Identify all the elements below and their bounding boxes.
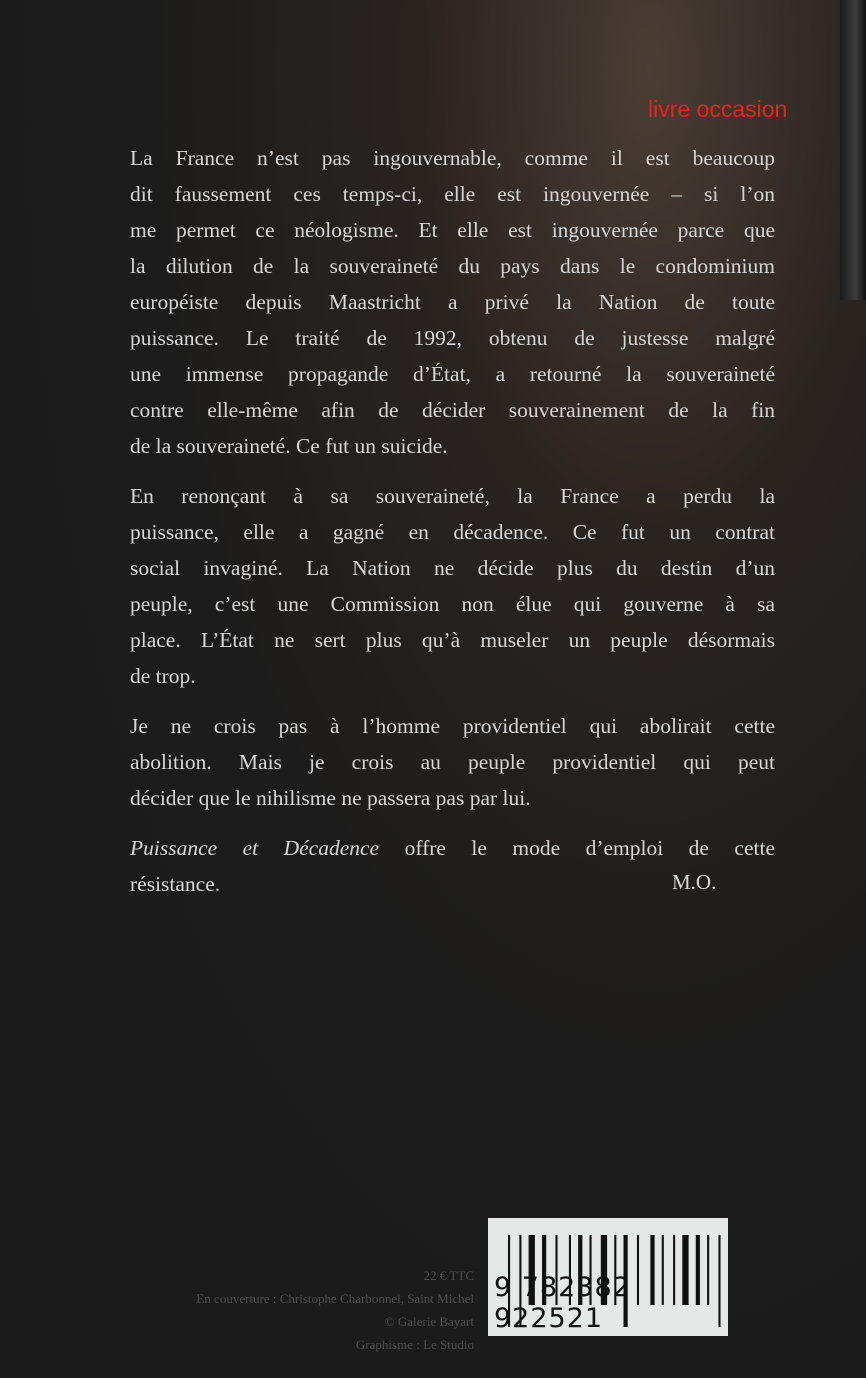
credit-line: © Galerie Bayart [384, 1314, 474, 1329]
text-line: Puissance et Décadence offre le mode d’emploi de cette [130, 836, 776, 860]
text-line: La France n’est pas ingouvernable, comme il est beaucoup [130, 146, 775, 170]
text-line: Je ne crois pas à l’homme providentiel qui abolirait cette [130, 714, 775, 738]
text-line: puissance, elle a gagné en décadence. Ce fut un contrat [130, 520, 775, 544]
cover-credits [196, 1264, 474, 1356]
text-line: de trop. [130, 664, 196, 688]
paragraph [130, 478, 775, 694]
author-signature: M.O. [672, 870, 717, 894]
isbn-barcode [488, 1218, 728, 1336]
used-book-label: livre occasion [648, 96, 788, 122]
text-line: me permet ce néologisme. Et elle est ingouvernée parce que [130, 218, 775, 242]
text-line: de la souveraineté. Ce fut un suicide. [130, 434, 448, 458]
text-line: la dilution de la souveraineté du pays dans le condominium [130, 254, 775, 278]
text-line: une immense propagande d’État, a retourné la souveraineté [130, 362, 775, 386]
book-edge-shadow [840, 0, 866, 300]
credit-line: En couverture : Christophe Charbonnel, Saint Michel [196, 1291, 474, 1306]
text-line: place. L’État ne sert plus qu’à museler un peuple désormais [130, 628, 775, 652]
text-line: décider que le nihilisme ne passera pas par lui. [130, 786, 531, 810]
credit-line: 22 € TTC [423, 1268, 474, 1283]
isbn-number: 9 782382 922521 [494, 1272, 631, 1334]
paragraph [130, 708, 775, 816]
text-line: européiste depuis Maastricht a privé la Nation de toute [130, 290, 775, 314]
text-line: En renonçant à sa souveraineté, la France a perdu la [130, 484, 775, 508]
text-line: peuple, c’est une Commission non élue qui gouverne à sa [130, 592, 775, 616]
text-line: puissance. Le traité de 1992, obtenu de justesse malgré [130, 326, 775, 350]
text-line: social invaginé. La Nation ne décide plus du destin d’un [130, 556, 775, 580]
text-line: contre elle-même afin de décider souverainement de la fin [130, 398, 775, 422]
paragraph [130, 140, 775, 464]
text-line: abolition. Mais je crois au peuple providentiel qui peut [130, 750, 775, 774]
text-line: résistance. [130, 872, 221, 896]
credit-line: Graphisme : Le Studio [355, 1337, 474, 1352]
blurb-text [130, 140, 775, 916]
text-line: dit faussement ces temps-ci, elle est ingouvernée – si l’on [130, 182, 775, 206]
